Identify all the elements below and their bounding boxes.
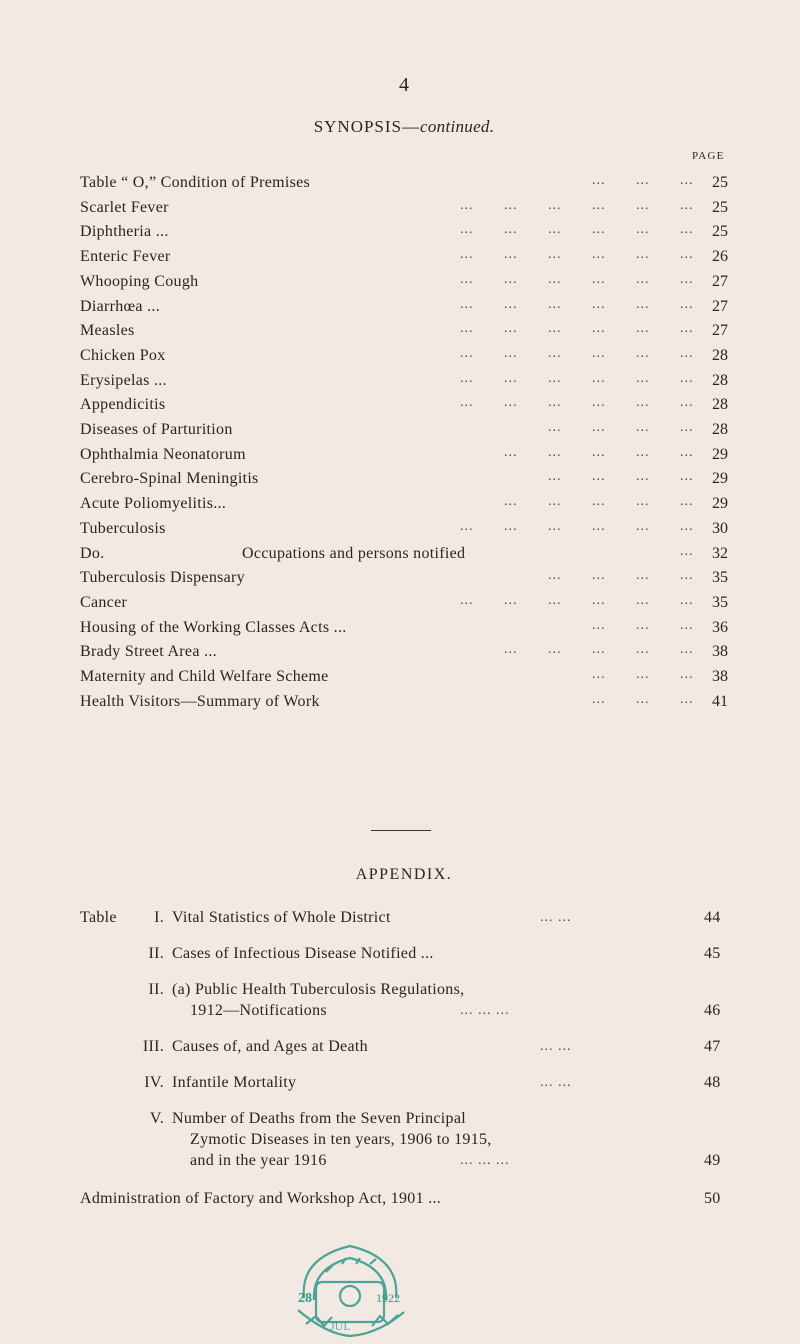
toc-entry-label: Ophthalmia Neonatorum <box>80 445 246 463</box>
leader-dots: ... ... ... <box>460 1003 510 1018</box>
toc-entry-page: 36 <box>712 618 728 636</box>
appendix-item-text: 1912—Notifications <box>190 1002 327 1019</box>
appendix-item-text: Causes of, and Ages at Death <box>172 1038 368 1055</box>
toc-entry-label: Housing of the Working Classes Acts ... <box>80 618 347 636</box>
leader-dots: ... ... <box>540 1039 572 1054</box>
title-suffix: continued. <box>420 117 495 136</box>
leader-dots: ... ... <box>540 910 572 925</box>
appendix-item-text: Zymotic Diseases in ten years, 1906 to 1915, <box>190 1131 492 1148</box>
leader-dots: ... ... ... ... <box>548 469 694 485</box>
leader-dots: ... ... ... ... ... ... <box>460 518 694 534</box>
toc-entry-page: 28 <box>712 346 728 364</box>
toc-entry-label: Cerebro-Spinal Meningitis <box>80 470 259 488</box>
toc-entry-page: 29 <box>712 495 728 513</box>
svg-text:1922: 1922 <box>376 1291 400 1305</box>
toc-entry-page: 29 <box>712 445 728 463</box>
toc-entry-page: 35 <box>712 593 728 611</box>
toc-entry-label: Appendicitis <box>80 396 166 414</box>
appendix-final-label: Administration of Factory and Workshop Act, 1901 ... <box>80 1190 442 1207</box>
toc-entry-page: 30 <box>712 519 728 537</box>
leader-dots: ... ... ... <box>592 691 694 707</box>
leader-dots: ... ... ... ... ... ... <box>460 197 694 213</box>
leader-dots: ... ... ... <box>460 1153 510 1168</box>
appendix-item-page: 47 <box>704 1038 721 1055</box>
toc-entry-page: 35 <box>712 569 728 587</box>
leader-dots: ... ... ... ... ... ... <box>460 222 694 238</box>
appendix-item-text: and in the year 1916 <box>190 1152 327 1169</box>
toc-entry-page: 29 <box>712 470 728 488</box>
toc-entry-label: Erysipelas ... <box>80 371 167 389</box>
toc-entry-label: Brady Street Area ... <box>80 643 217 661</box>
appendix-final-page: 50 <box>704 1190 721 1207</box>
toc-entry-page: 41 <box>712 692 728 710</box>
toc-entry-page: 26 <box>712 248 728 266</box>
appendix-item-page: 46 <box>704 1002 721 1019</box>
leader-dots: ... ... ... ... ... ... <box>460 592 694 608</box>
toc-entry-page: 28 <box>712 371 728 389</box>
appendix-item-text: Infantile Mortality <box>172 1074 297 1091</box>
appendix-item-page: 49 <box>704 1152 721 1169</box>
leader-dots: ... ... ... ... ... ... <box>460 395 694 411</box>
toc-entry-page: 38 <box>712 643 728 661</box>
toc-entry-label: Table “ O,” Condition of Premises <box>80 174 311 191</box>
appendix-item-text: (a) Public Health Tuberculosis Regulations, <box>172 981 465 998</box>
stamp-seal-icon <box>286 1238 414 1338</box>
toc-entry-page: 27 <box>712 272 728 290</box>
toc-entry-label: Maternity and Child Welfare Scheme <box>80 668 329 685</box>
appendix-item-page: 45 <box>704 945 721 962</box>
leader-dots: ... ... ... ... ... ... <box>460 370 694 386</box>
appendix-item-page: 48 <box>704 1074 721 1091</box>
leader-dots: ... ... ... ... <box>548 568 694 584</box>
leader-dots: ... ... ... ... ... <box>504 494 694 510</box>
leader-dots: ... ... ... ... ... ... <box>460 345 694 361</box>
toc-entry-page: 28 <box>712 421 728 438</box>
toc-entry-label: Diarrhœa ... <box>80 297 161 315</box>
toc-entry-label: Cancer <box>80 593 128 611</box>
toc-entry-label: Tuberculosis Dispensary <box>80 569 245 587</box>
toc-entry-page: 27 <box>712 322 728 340</box>
appendix-item-number: IV. <box>144 1074 164 1091</box>
appendix-item-page: 44 <box>704 909 721 926</box>
title-main: SYNOPSIS— <box>313 117 420 136</box>
toc-entry-page: 25 <box>712 223 728 241</box>
appendix-item-text: Vital Statistics of Whole District <box>172 909 391 926</box>
toc-entry-page: 25 <box>712 174 728 191</box>
appendix-item-text: Number of Deaths from the Seven Principal <box>172 1110 467 1127</box>
appendix-item-text: Cases of Infectious Disease Notified ... <box>172 945 434 962</box>
leader-dots: ... ... ... ... ... ... <box>460 247 694 263</box>
toc-entry-label: Diseases of Parturition <box>80 421 233 438</box>
toc-entry-page: 27 <box>712 297 728 315</box>
toc-entry-page: 28 <box>712 396 728 414</box>
toc-entry-label: Acute Poliomyelitis... <box>80 495 227 513</box>
appendix-item-number: V. <box>149 1110 164 1127</box>
toc-entry-label: Chicken Pox <box>80 346 166 364</box>
toc-entry-page: 25 <box>712 198 728 216</box>
toc-entry-label: Scarlet Fever <box>80 198 169 216</box>
toc-entry-label: Measles <box>80 322 135 340</box>
leader-dots: ... ... ... <box>592 617 694 633</box>
toc-entry-label: Enteric Fever <box>80 248 171 266</box>
appendix-title: APPENDIX. <box>355 866 453 883</box>
leader-dots: ... ... ... ... ... <box>504 642 694 658</box>
appendix-item-number: I. <box>154 909 164 926</box>
page-number: 4 <box>399 74 409 96</box>
svg-text:JUL: JUL <box>330 1319 351 1333</box>
leader-dots: ... ... ... <box>592 667 694 682</box>
toc-entry-label: Whooping Cough <box>80 272 199 290</box>
toc-entry-label: Diphtheria ... <box>80 223 169 241</box>
library-stamp <box>286 1238 414 1338</box>
section-divider <box>371 830 431 831</box>
appendix-item-number: II. <box>148 945 164 962</box>
leader-dots: ... ... ... ... ... ... <box>460 271 694 287</box>
leader-dots: ... <box>680 543 694 559</box>
toc-entry <box>80 689 728 715</box>
page-column-header: PAGE <box>692 150 725 162</box>
appendix-item-number: II. <box>148 981 164 998</box>
leader-dots: ... ... ... ... ... ... <box>460 296 694 312</box>
toc-entry-page: 32 <box>712 544 728 562</box>
svg-text:28: 28 <box>298 1291 312 1306</box>
leader-dots: ... ... ... ... ... <box>504 444 694 460</box>
synopsis-title <box>0 117 800 137</box>
leader-dots: ... ... <box>540 1075 572 1090</box>
toc-entry-label: Health Visitors—Summary of Work <box>80 692 320 710</box>
leader-dots: ... ... ... ... ... ... <box>460 321 694 337</box>
toc-entry-label: Do. <box>80 544 105 562</box>
leader-dots: ... ... ... <box>592 173 694 188</box>
toc-entry-page: 38 <box>712 668 728 685</box>
toc-entry-sublabel: Occupations and persons notified <box>242 544 466 562</box>
appendix-item-number: III. <box>142 1038 164 1055</box>
table-prefix: Table <box>80 909 117 926</box>
toc-entry-label: Tuberculosis <box>80 519 166 537</box>
leader-dots: ... ... ... ... <box>548 420 694 435</box>
